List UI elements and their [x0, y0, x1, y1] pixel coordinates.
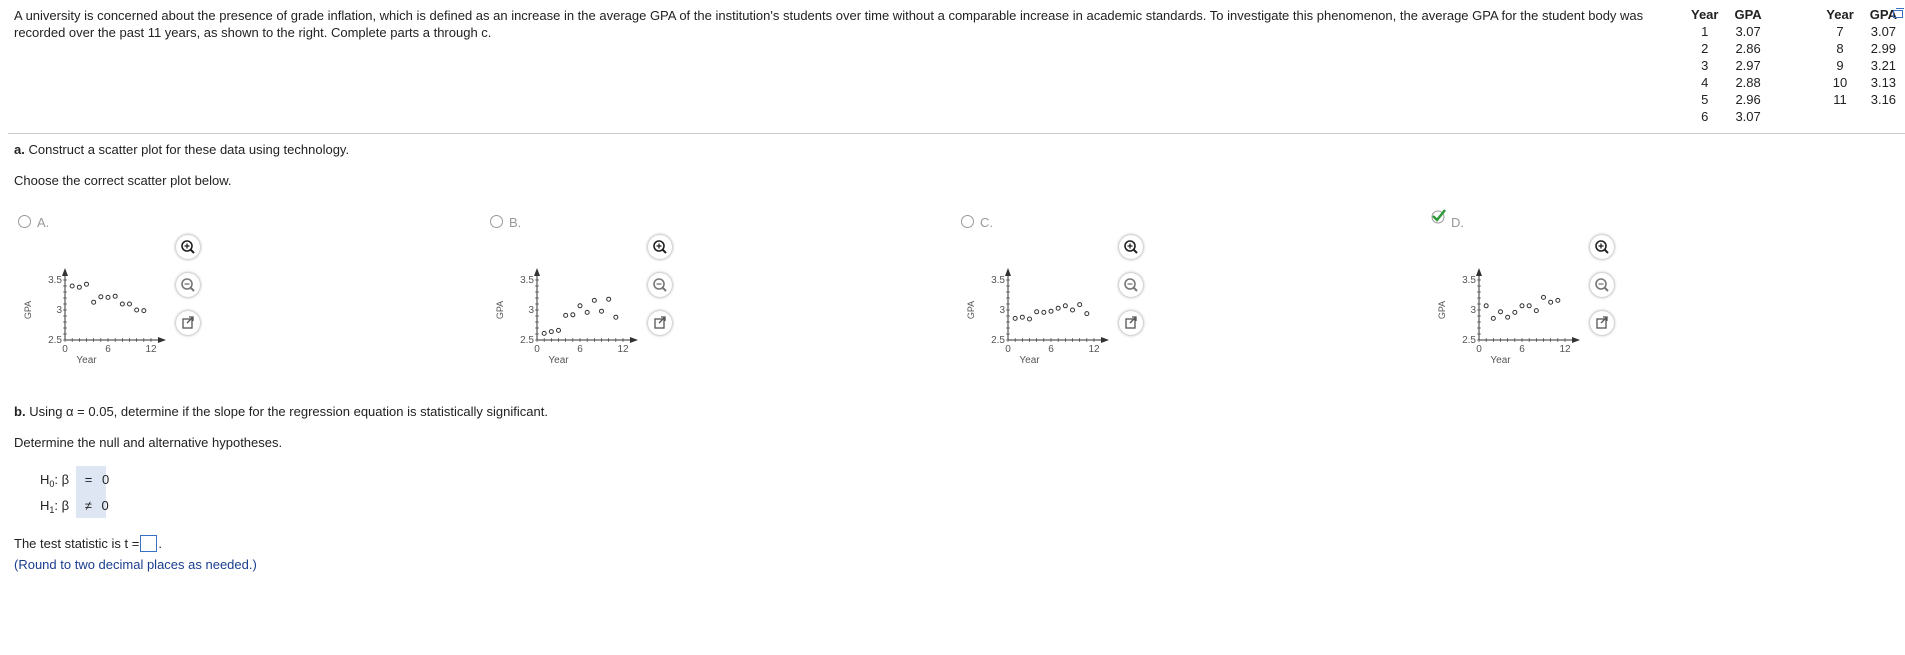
zoom-out-icon[interactable]	[176, 273, 200, 297]
x-tick-label: 6	[577, 344, 583, 355]
year-cell: 8	[1836, 41, 1844, 56]
data-point	[1049, 309, 1053, 313]
scatter-plot	[14, 230, 184, 366]
popout-icon[interactable]	[1119, 311, 1143, 335]
data-point	[1078, 303, 1082, 307]
y-tick-label: 3.5	[520, 275, 534, 286]
data-table	[1683, 6, 1905, 125]
x-tick-label: 12	[1559, 344, 1571, 355]
null-value[interactable]: 0	[101, 472, 110, 487]
data-point	[549, 330, 553, 334]
popout-icon[interactable]	[1590, 311, 1614, 335]
data-point	[1085, 312, 1089, 316]
y-tick-label: 3.5	[991, 275, 1005, 286]
test-statistic-prompt: The test statistic is t = .	[14, 536, 162, 551]
option-label: A.	[37, 215, 50, 230]
y-axis-arrow	[534, 268, 540, 276]
x-tick-label: 6	[1519, 344, 1525, 355]
data-point	[106, 295, 110, 299]
year-cell	[1818, 108, 1861, 125]
part-a-prompt: a. Construct a scatter plot for these data using technology.	[14, 142, 350, 157]
data-point	[70, 284, 74, 288]
year-cell: 4	[1701, 75, 1709, 90]
x-axis-arrow	[1101, 337, 1109, 343]
popout-icon[interactable]	[176, 311, 200, 335]
col-header-year: Year	[1691, 7, 1719, 22]
year-cell: 10	[1832, 75, 1848, 90]
y-axis-label: GPA	[1437, 300, 1447, 320]
data-point	[92, 300, 96, 304]
data-point	[113, 294, 117, 298]
y-tick-label: 3	[1470, 305, 1476, 316]
y-axis-arrow	[1476, 268, 1482, 276]
x-axis-label: Year	[548, 355, 569, 366]
x-tick-label: 12	[145, 344, 157, 355]
data-point	[1491, 316, 1495, 320]
x-tick-label: 0	[62, 344, 68, 355]
data-point	[1549, 300, 1553, 304]
y-tick-label: 3	[528, 305, 534, 316]
gpa-cell: 2.97	[1735, 58, 1761, 73]
zoom-in-icon[interactable]	[648, 235, 672, 259]
data-point	[592, 298, 596, 302]
x-axis-arrow	[630, 337, 638, 343]
x-axis-label: Year	[1490, 355, 1511, 366]
col-header-year-2: Year	[1826, 7, 1854, 22]
null-hypothesis: $H_0$: β = 0	[40, 472, 110, 489]
option-a[interactable]	[14, 210, 474, 380]
data-point	[1063, 304, 1067, 308]
gpa-cell: 2.86	[1735, 41, 1761, 56]
year-cell: 11	[1833, 92, 1847, 107]
gpa-cell: 3.07	[1870, 24, 1897, 39]
null-operator[interactable]: =	[84, 472, 93, 487]
alt-value[interactable]: 0	[101, 498, 109, 513]
year-cell: 2	[1701, 41, 1709, 56]
data-point	[585, 310, 589, 314]
expand-icon[interactable]	[1893, 10, 1903, 18]
col-header-gpa-2: GPA	[1869, 7, 1897, 22]
data-point	[1527, 304, 1531, 308]
data-point	[557, 328, 561, 332]
checkmark-icon	[1430, 208, 1446, 224]
y-axis-label: GPA	[966, 300, 976, 320]
radio-button[interactable]	[961, 215, 974, 228]
y-tick-label: 2.5	[520, 335, 534, 346]
zoom-in-icon[interactable]	[1590, 235, 1614, 259]
gpa-cell: 3.13	[1870, 75, 1897, 90]
y-axis-arrow	[1005, 268, 1011, 276]
year-cell: 5	[1701, 92, 1709, 107]
data-point	[1035, 310, 1039, 314]
data-point	[1520, 304, 1524, 308]
gpa-cell: 3.07	[1735, 109, 1761, 124]
gpa-cell: 3.07	[1735, 24, 1761, 39]
table-row	[1683, 108, 1905, 125]
data-point	[1499, 310, 1503, 314]
x-tick-label: 6	[1048, 344, 1054, 355]
table-row	[1683, 74, 1905, 91]
divider	[8, 133, 1905, 134]
data-point	[1071, 308, 1075, 312]
scatter-plot	[1428, 230, 1598, 366]
y-tick-label: 2.5	[991, 335, 1005, 346]
data-point	[1484, 304, 1488, 308]
data-point	[120, 302, 124, 306]
x-axis-label: Year	[76, 355, 97, 366]
data-point	[1020, 315, 1024, 319]
data-point	[571, 313, 575, 317]
y-tick-label: 3.5	[48, 275, 62, 286]
alt-operator[interactable]: ≠	[84, 498, 92, 513]
part-b-prompt: b. Using α = 0.05, determine if the slope for the regression equation is statistically significant.	[14, 404, 548, 419]
option-label: B.	[509, 215, 522, 230]
option-b[interactable]	[486, 210, 946, 380]
x-tick-label: 12	[1088, 344, 1100, 355]
scatter-plot	[957, 230, 1127, 366]
scatter-plot	[486, 230, 656, 366]
data-point	[1028, 317, 1032, 321]
year-cell: 3	[1701, 58, 1709, 73]
option-d[interactable]	[1428, 210, 1888, 380]
col-header-gpa: GPA	[1734, 7, 1762, 22]
x-tick-label: 0	[534, 344, 540, 355]
data-point	[607, 297, 611, 301]
y-tick-label: 2.5	[48, 335, 62, 346]
data-point	[1542, 295, 1546, 299]
data-point	[1556, 298, 1560, 302]
data-point	[99, 295, 103, 299]
year-cell: 9	[1836, 58, 1844, 73]
alt-hypothesis: $H_1$: β ≠ 0	[40, 498, 109, 515]
year-cell: 1	[1701, 24, 1709, 39]
data-point	[564, 313, 568, 317]
x-axis-arrow	[158, 337, 166, 343]
data-point	[135, 308, 139, 312]
option-c[interactable]	[957, 210, 1417, 380]
data-point	[600, 309, 604, 313]
table-row	[1683, 40, 1905, 57]
gpa-cell: 2.88	[1735, 75, 1761, 90]
gpa-cell: 2.99	[1870, 41, 1897, 56]
x-tick-label: 6	[105, 344, 111, 355]
data-point	[1042, 310, 1046, 314]
part-b-instruction: Determine the null and alternative hypotheses.	[14, 435, 283, 450]
year-cell: 6	[1701, 109, 1709, 124]
x-axis-label: Year	[1019, 355, 1040, 366]
table-row	[1683, 23, 1905, 40]
test-statistic-input[interactable]	[140, 535, 157, 552]
x-tick-label: 12	[617, 344, 629, 355]
y-tick-label: 2.5	[1462, 335, 1476, 346]
y-tick-label: 3.5	[1462, 275, 1476, 286]
part-a-instruction: Choose the correct scatter plot below.	[14, 173, 232, 188]
table-row	[1683, 91, 1905, 108]
zoom-out-icon[interactable]	[1119, 273, 1143, 297]
gpa-cell: 3.21	[1870, 58, 1897, 73]
zoom-out-icon[interactable]	[1590, 273, 1614, 297]
data-point	[77, 285, 81, 289]
zoom-out-icon[interactable]	[648, 273, 672, 297]
x-tick-label: 0	[1476, 344, 1482, 355]
y-tick-label: 3	[999, 305, 1005, 316]
radio-button[interactable]	[490, 215, 503, 228]
zoom-in-icon[interactable]	[176, 235, 200, 259]
y-axis-label: GPA	[495, 300, 505, 320]
option-label: C.	[980, 215, 993, 230]
y-tick-label: 3	[56, 305, 62, 316]
rounding-note: (Round to two decimal places as needed.)	[14, 557, 257, 572]
data-point	[128, 302, 132, 306]
data-point	[614, 315, 618, 319]
table-row	[1683, 57, 1905, 74]
data-point	[1056, 306, 1060, 310]
data-point	[85, 282, 89, 286]
popout-icon[interactable]	[648, 311, 672, 335]
data-point	[1013, 316, 1017, 320]
year-cell: 7	[1836, 24, 1844, 39]
gpa-cell: 3.16	[1870, 92, 1897, 107]
y-axis-label: GPA	[23, 300, 33, 320]
data-point	[1506, 315, 1510, 319]
radio-button[interactable]	[18, 215, 31, 228]
data-point	[1534, 309, 1538, 313]
problem-statement: A university is concerned about the presence of grade inflation, which is defined as an increase in the average GPA of the institution's students over time without a comparable increase in academic standards. To investigate this phenomenon, the average GPA for the student body was recorded over the past 11 years, as shown to the right. Complete parts a through c.	[14, 8, 1644, 40]
data-point	[578, 304, 582, 308]
data-point	[142, 309, 146, 313]
zoom-in-icon[interactable]	[1119, 235, 1143, 259]
x-axis-arrow	[1572, 337, 1580, 343]
y-axis-arrow	[62, 268, 68, 276]
gpa-cell: 2.96	[1735, 92, 1761, 107]
x-tick-label: 0	[1005, 344, 1011, 355]
data-point	[542, 331, 546, 335]
option-label: D.	[1451, 215, 1464, 230]
gpa-cell	[1862, 108, 1905, 125]
data-point	[1513, 310, 1517, 314]
